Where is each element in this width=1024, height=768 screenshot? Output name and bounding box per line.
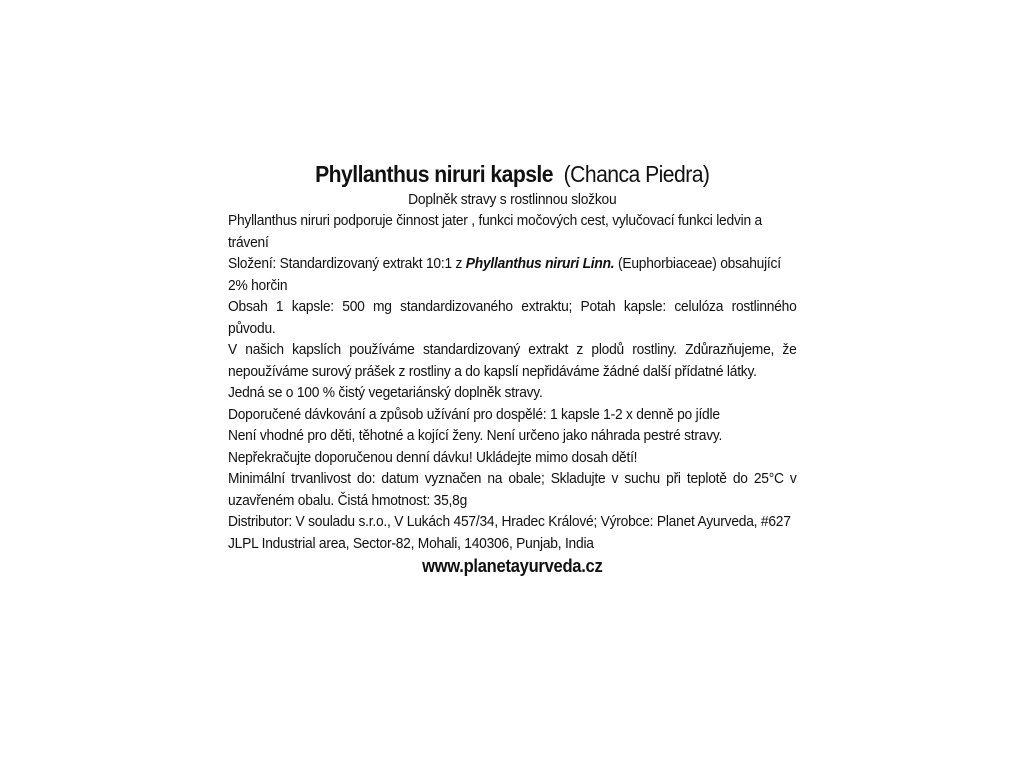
distributor-text: Distributor: V souladu s.r.o., V Lukách 457/34, Hradec Králové; Výrobce: Planet Ayurveda, #627 JLPL Industrial area, Sector-82, Mohali, 140306, Punjab, India (228, 513, 791, 552)
composition-prefix: Složení: Standardizovaný extrakt 10:1 z (228, 255, 466, 272)
product-subtitle: Doplněk stravy s rostlinnou složkou (408, 191, 617, 208)
storage-text: Minimální trvanlivost do: datum vyznačen na obale; Skladujte v suchu při teplotě do 25°C v uzavřeném obalu. Čistá hmotnost: 35,8g (228, 470, 797, 509)
benefits-text: Phyllanthus niruri podporuje činnost jater , funkci močových cest, vylučovací funkci ledvin a trávení (228, 212, 762, 251)
product-alt-name: (Chanca Piedra) (563, 161, 710, 187)
website-link[interactable]: www.planetayurveda.cz (422, 556, 603, 576)
capsule-content-text: Obsah 1 kapsle: 500 mg standardizovaného extraktu; Potah kapsle: celulóza rostlinného původu. (228, 298, 797, 337)
warning-dose-text: Nepřekračujte doporučenou denní dávku! Ukládejte mimo dosah dětí! (228, 448, 638, 466)
composition-suffix: (Euphorbiaceae) obsahující 2% horčin (228, 255, 781, 294)
product-name: Phyllanthus niruri kapsle (315, 161, 553, 187)
capsule-info-text: V našich kapslích používáme standardizovaný extrakt z plodů rostliny. Zdůrazňujeme, že nepoužíváme surový prášek z rostliny a do kapslí nepřidáváme žádné další přídatné látky. (228, 341, 797, 380)
product-label (228, 158, 797, 578)
vegetarian-text: Jedná se o 100 % čistý vegetariánský doplněk stravy. (228, 384, 543, 401)
composition-latin-name: Phyllanthus niruri Linn. (465, 255, 615, 272)
dosage-text: Doporučené dávkování a způsob užívání pro dospělé: 1 kapsle 1-2 x denně po jídle (228, 405, 720, 423)
composition-text (228, 253, 797, 296)
warning-children-text: Není vhodné pro děti, těhotné a kojící ženy. Není určeno jako náhrada pestré stravy. (228, 427, 723, 444)
product-title (228, 158, 797, 190)
